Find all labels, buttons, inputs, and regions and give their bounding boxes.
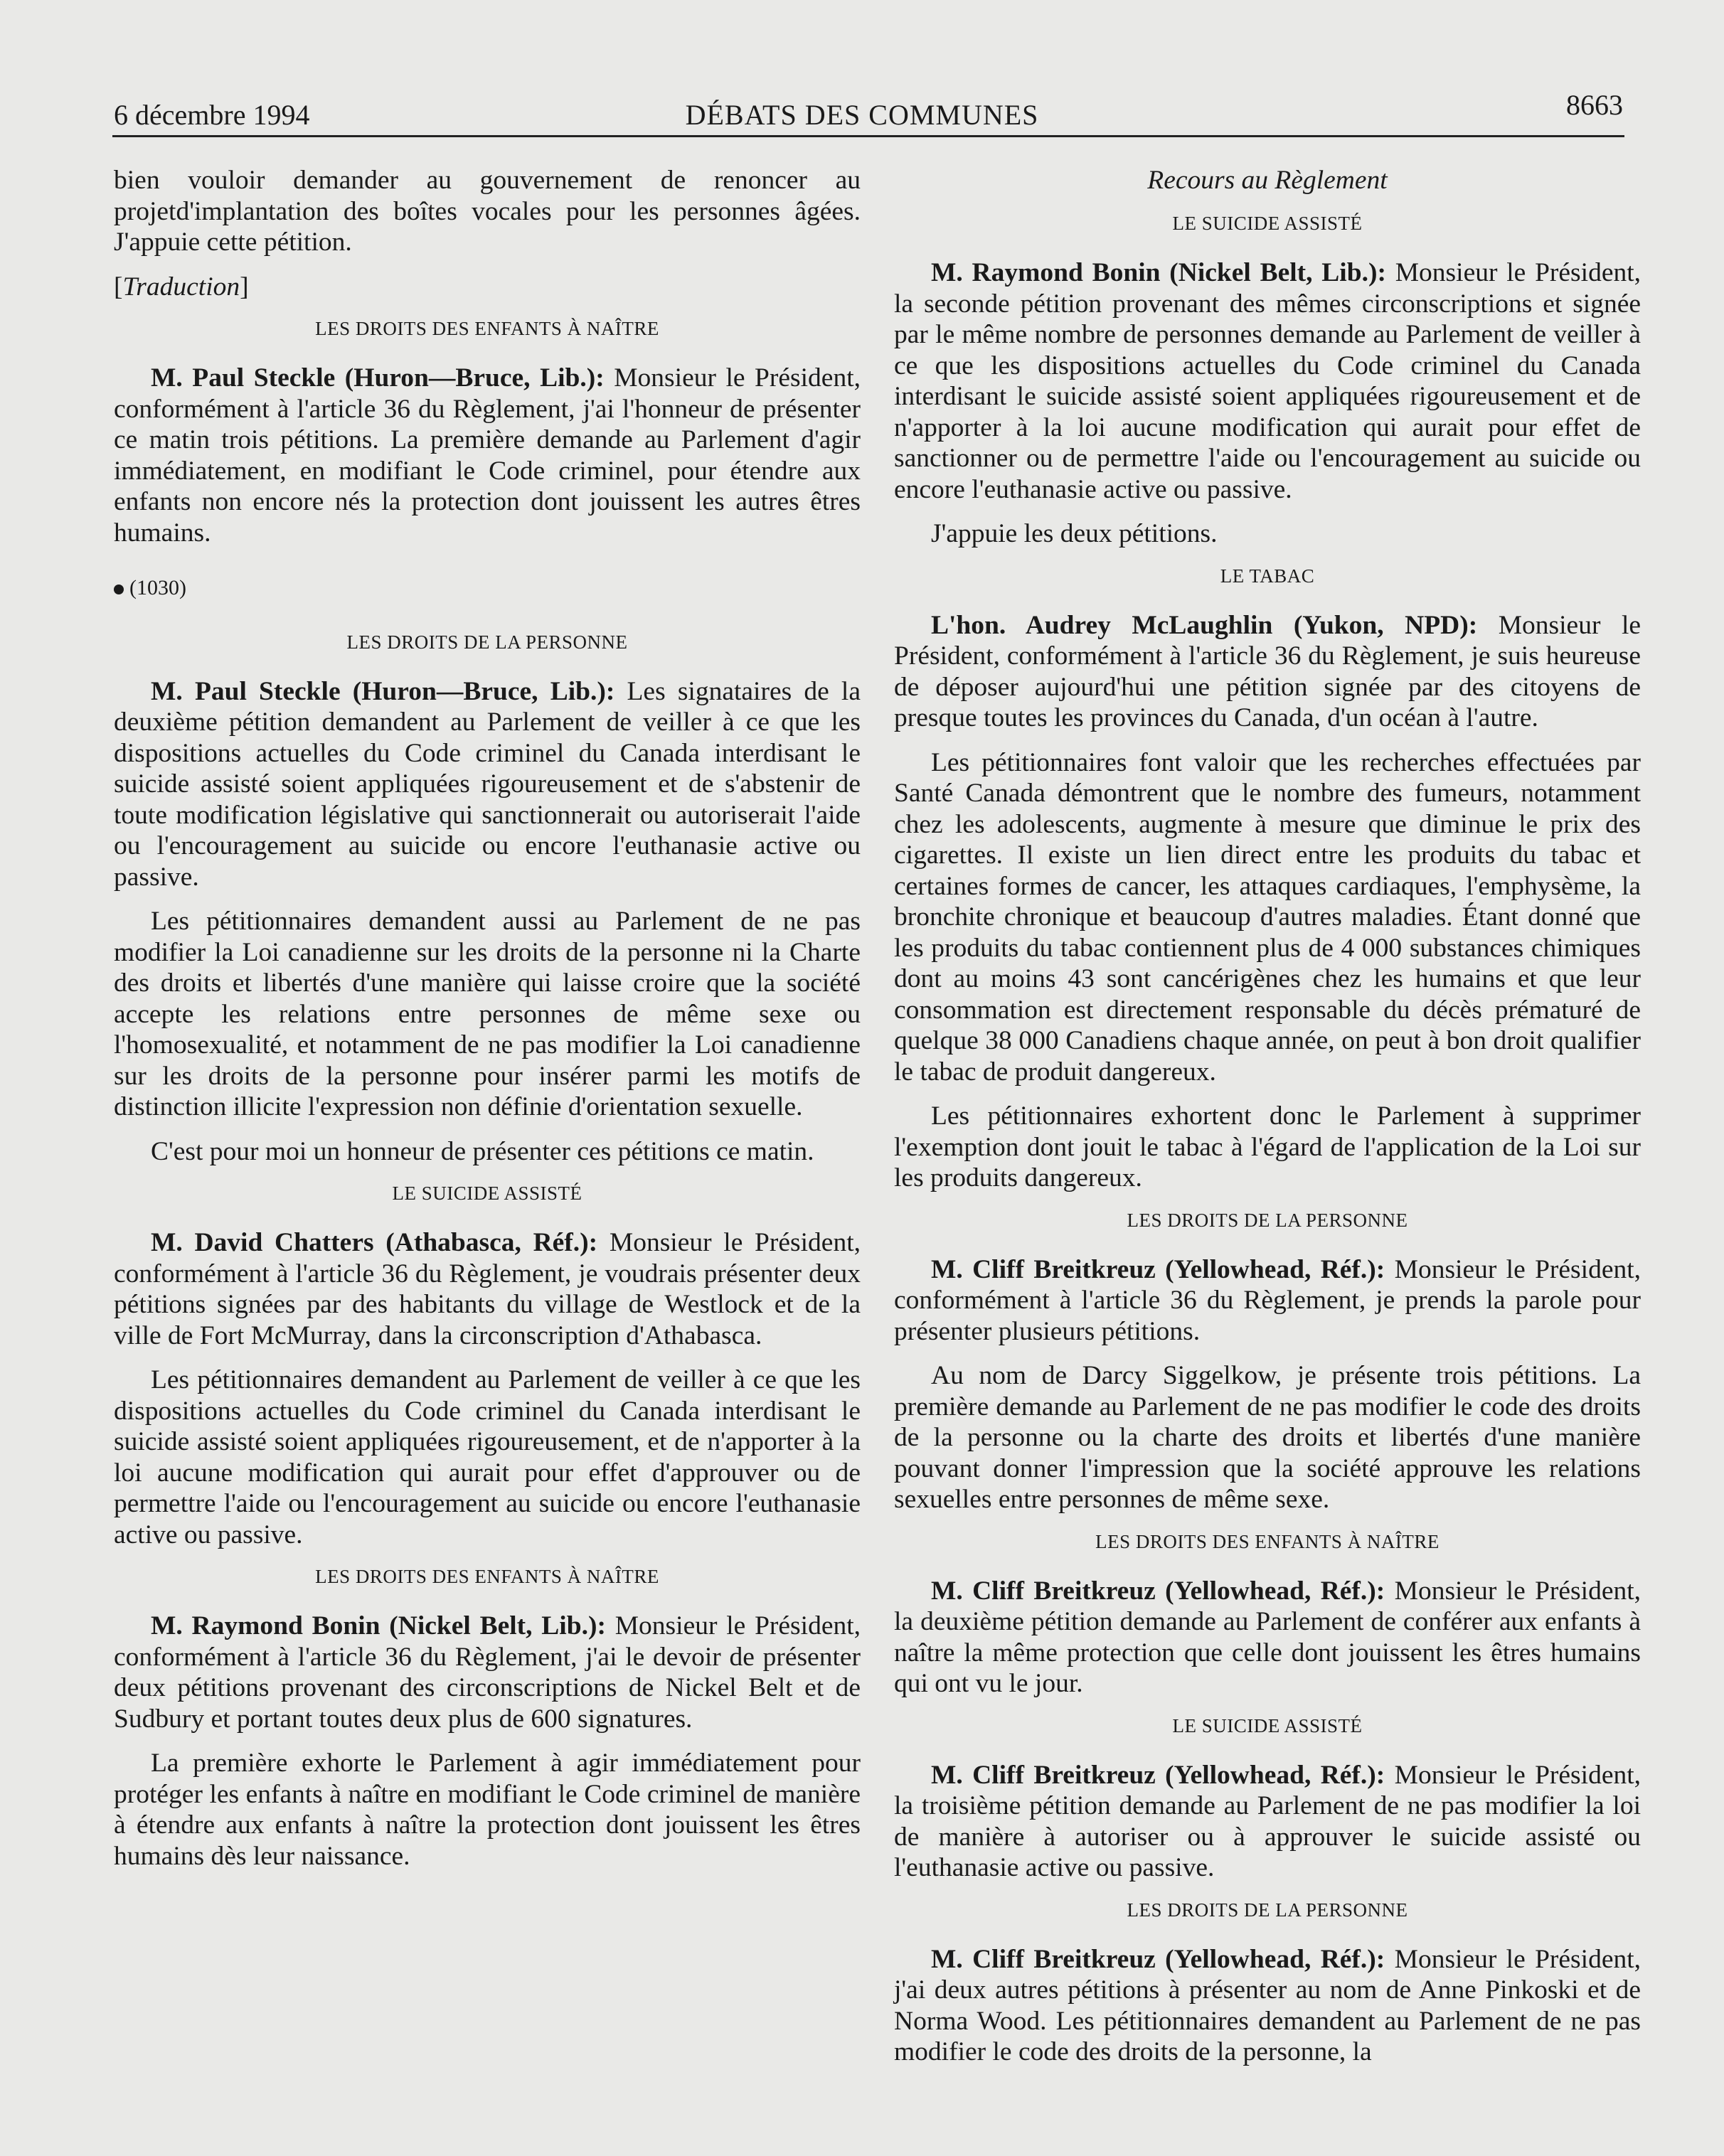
header-date: 6 décembre 1994 — [114, 99, 310, 131]
section-heading: LES DROITS DES ENFANTS À NAÎTRE — [315, 1566, 659, 1587]
speech — [894, 610, 1641, 734]
speech-text: Monsieur le Président, la seconde pétition provenant des mêmes circonscriptions et signée par le même nombre de personnes demande au Parlement de veiller à ce que les dispositions actuelles du Code criminel du Canada interdisant le suicide assisté soient appliquées rigoureusement et de n'apporter à la loi aucune modification qui aurait pour effet de sanctionner ou de permettre l'aide ou l'encouragement au suicide ou encore l'euthanasie active ou passive. — [894, 258, 1641, 504]
speaker: M. Raymond Bonin (Nickel Belt, Lib.): — [151, 1611, 606, 1640]
paragraph: C'est pour moi un honneur de présenter ces pétitions ce matin. — [151, 1136, 814, 1166]
speech-text: Monsieur le Président, conformément à l'article 36 du Règlement, j'ai l'honneur de présenter ce matin trois pétitions. La première demande au Parlement d'agir immédiatement, en modifiant le Code criminel, pour étendre aux enfants non encore nés la protection dont jouissent les autres êtres humains. — [114, 363, 861, 548]
paragraph: J'appuie les deux pétitions. — [931, 519, 1218, 548]
speech-text: Monsieur le Président, conformément à l'article 36 du Règlement, j'ai le devoir de présenter deux pétitions provenant des circonscriptions de Nickel Belt et de Sudbury et portant toutes deux plus de 600 signatures. — [114, 1611, 861, 1734]
translation-note: [Traduction] — [114, 272, 249, 301]
speech — [114, 676, 861, 893]
speech — [114, 1611, 861, 1734]
speech — [894, 1576, 1641, 1699]
speaker: M. David Chatters (Athabasca, Réf.): — [151, 1228, 598, 1257]
section-heading: LE SUICIDE ASSISTÉ — [1172, 1714, 1363, 1736]
section-heading: LES DROITS DES ENFANTS À NAÎTRE — [1095, 1530, 1440, 1552]
speech-text: Monsieur le Président, conformément à l'article 36 du Règlement, je suis heureuse de déposer aujourd'hui une pétition signée par des citoyens de presque toutes les provinces du Canada, d'un océan à l'autre. — [894, 610, 1641, 732]
speech-text: Monsieur le Président, la deuxième pétition demande au Parlement de conférer aux enfants à naître la même protection que celle dont jouissent les êtres humains qui ont vu le jour. — [894, 1576, 1641, 1698]
speaker: M. Cliff Breitkreuz (Yellowhead, Réf.): — [931, 1254, 1385, 1284]
timestamp — [114, 572, 861, 604]
speaker: M. Cliff Breitkreuz (Yellowhead, Réf.): — [931, 1944, 1385, 1974]
speaker: M. Paul Steckle (Huron—Bruce, Lib.): — [151, 363, 605, 393]
speech — [114, 1227, 861, 1351]
timestamp-text: (1030) — [129, 576, 186, 599]
speaker: L'hon. Audrey McLaughlin (Yukon, NPD): — [931, 610, 1478, 640]
speech — [894, 257, 1641, 505]
speech — [894, 1254, 1641, 1348]
header-rule — [112, 135, 1624, 137]
speech-text: Monsieur le Président, conformément à l'article 36 du Règlement, je prends la parole pour présenter plusieurs pétitions. — [894, 1254, 1641, 1346]
speech-text: Monsieur le Président, j'ai deux autres pétitions à présenter au nom de Anne Pinkoski et de Norma Wood. Les pétitionnaires demandent au Parlement de ne pas modifier le code des droits de la personne, la — [894, 1944, 1641, 2066]
speech-text: Monsieur le Président, conformément à l'article 36 du Règlement, je voudrais présenter deux pétitions signées par des habitants du village de Westlock et de la ville de Fort McMurray, dans la circonscription d'Athabasca. — [114, 1228, 861, 1350]
speech — [114, 363, 861, 548]
translation-label: Traduction — [122, 272, 240, 301]
speech-text: Monsieur le Président, la troisième pétition demande au Parlement de ne pas modifier la loi de manière à autoriser ou à approuver le suicide assisté ou l'euthanasie active ou passive. — [894, 1760, 1641, 1882]
speech — [894, 1944, 1641, 2068]
section-heading: LES DROITS DE LA PERSONNE — [1127, 1209, 1408, 1231]
section-heading: LE SUICIDE ASSISTÉ — [392, 1183, 582, 1204]
bullet-icon — [114, 585, 124, 594]
page-number: 8663 — [1566, 89, 1623, 121]
paragraph: Les pétitionnaires demandent aussi au Parlement de ne pas modifier la Loi canadienne sur les droits de la personne ni la Charte des droits et libertés d'une manière qui laisse croire que la société accepte les relations entre personnes de même sexe ou l'homosexualité, et notamment de ne pas modifier la Loi canadienne sur les droits de la personne pour insérer parmi les motifs de distinction illicite l'expression non définie d'orientation sexuelle. — [114, 907, 861, 1121]
paragraph: Au nom de Darcy Siggelkow, je présente trois pétitions. La première demande au Parlement de ne pas modifier le code des droits de la personne ou la charte des droits et libertés d'une manière pouvant donner l'impression que la société approuve les relations sexuelles entre personnes de même sexe. — [894, 1361, 1641, 1514]
section-heading: LE TABAC — [1220, 565, 1315, 587]
section-heading: LE SUICIDE ASSISTÉ — [1172, 213, 1363, 234]
section-title: Recours au Règlement — [1147, 166, 1388, 195]
speech-text: Les signataires de la deuxième pétition demandent au Parlement de veiller à ce que les dispositions actuelles du Code criminel du Canada interdisant le suicide assisté soient appliquées rigoureusement et de s'abstenir de toute modification législative qui sanctionnerait ou autoriserait l'aide ou l'encouragement au suicide ou encore l'euthanasie active ou passive. — [114, 676, 861, 892]
paragraph: bien vouloir demander au gouvernement de renoncer au projetd'implantation des boîtes vocales pour les personnes âgées. J'appuie cette pétition. — [114, 166, 861, 257]
right-column — [894, 165, 1641, 2081]
left-column — [114, 165, 861, 1885]
paragraph: Les pétitionnaires font valoir que les recherches effectuées par Santé Canada démontrent que le nombre des fumeurs, notamment chez les adolescents, augmente à mesure que diminue le prix des cigarettes. Il existe un lien direct entre les produits du tabac et certaines formes de cancer, les attaques cardiaques, l'emphysème, la bronchite chronique et beaucoup d'autres maladies. Étant donné que les produits du tabac contiennent plus de 4 000 substances chimiques dont au moins 43 sont cancérigènes chez les humains et que leur consommation est directement responsable du décès prématuré de quelque 38 000 Canadiens chaque année, on peut à bon droit qualifier le tabac de produit dangereux. — [894, 747, 1641, 1087]
speaker: M. Cliff Breitkreuz (Yellowhead, Réf.): — [931, 1576, 1385, 1606]
section-heading: LES DROITS DES ENFANTS À NAÎTRE — [315, 318, 659, 339]
speaker: M. Cliff Breitkreuz (Yellowhead, Réf.): — [931, 1760, 1385, 1790]
paragraph: Les pétitionnaires exhortent donc le Parlement à supprimer l'exemption dont jouit le tabac à l'égard de l'application de la Loi sur les produits dangereux. — [894, 1101, 1641, 1192]
speaker: M. Raymond Bonin (Nickel Belt, Lib.): — [931, 258, 1386, 287]
speech — [894, 1760, 1641, 1884]
header-title: DÉBATS DES COMMUNES — [685, 99, 1039, 131]
section-heading: LES DROITS DE LA PERSONNE — [346, 631, 628, 653]
paragraph: La première exhorte le Parlement à agir immédiatement pour protéger les enfants à naître en modifiant le Code criminel de manière à étendre aux enfants à naître la protection dont jouissent les êtres humains dès leur naissance. — [114, 1749, 861, 1871]
paragraph: Les pétitionnaires demandent au Parlement de veiller à ce que les dispositions actuelles du Code criminel du Canada interdisant le suicide assisté soient appliquées rigoureusement, et de n'apporter à la loi aucune modification qui aurait pour effet d'approuver ou de permettre l'aide ou l'encouragement au suicide ou encore l'euthanasie active ou passive. — [114, 1365, 861, 1549]
speaker: M. Paul Steckle (Huron—Bruce, Lib.): — [151, 676, 615, 706]
section-heading: LES DROITS DE LA PERSONNE — [1127, 1899, 1408, 1921]
